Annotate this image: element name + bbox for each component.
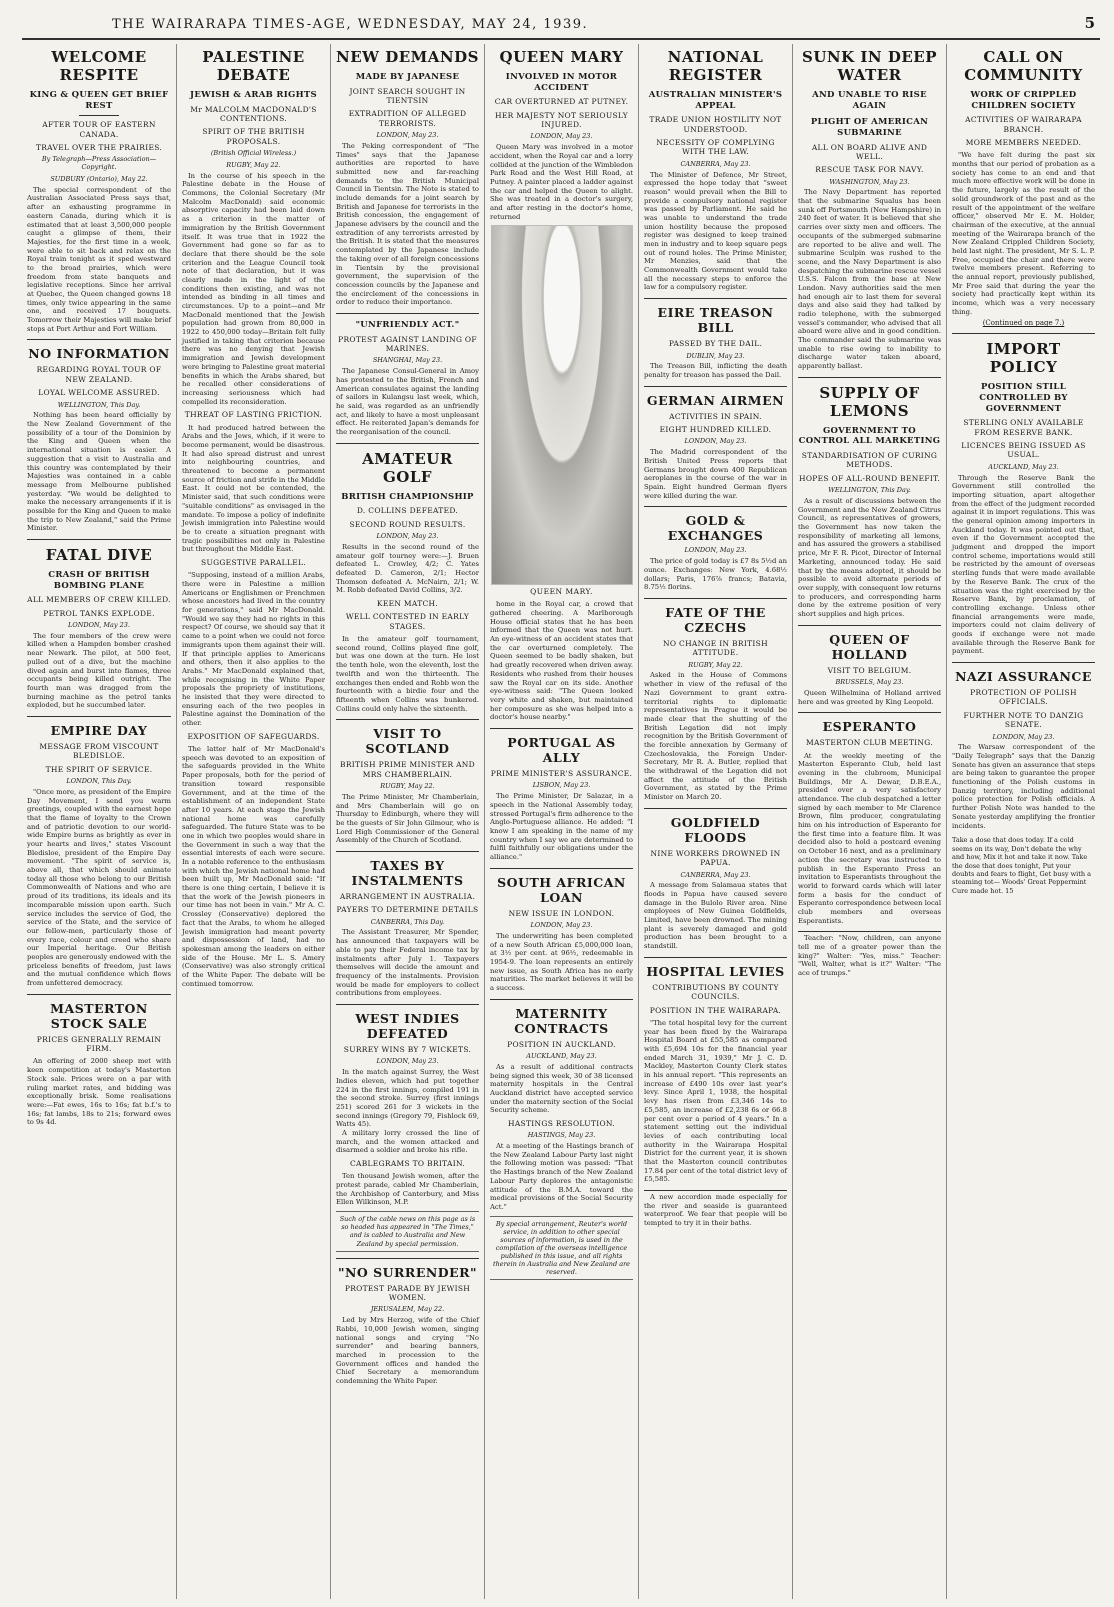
headline-new-demands: NEW DEMANDS [336,48,479,66]
subhead: JEWISH & ARAB RIGHTS [190,90,317,100]
subhead: NINE WORKERS DROWNED IN PAPUA. [650,848,781,868]
subhead: ALL ON BOARD ALIVE AND WELL. [811,142,928,161]
subhead: POSITION IN AUCKLAND. [507,1039,616,1049]
dateline: CANBERRA, May 23. [680,870,751,879]
dateline: LONDON, May 23. [376,1057,439,1066]
article-body: The latter half of Mr MacDonald's speech was devoted to an exposition of the safeguards provided in the White Paper proposals, both for the period of transition toward responsible Government, and at the time of the establishment of an independent State after 10 years. At each stage the Jewish national home was carefully safeguarded. The future State was to be one in which two peoples would share in the Government in such a way that the essential interests of each were secure. In a notable reference to the enthusiasm with which the Jewish national home had been built up, Mr MacDonald said: "If there is one thing certain, I believe it is that the work of the Jewish pioneers in our time has not been in vain." Mr A. C. Crossley (Conservative) deplored the fact that the Arabs, to whom he alleged Jewish immigration had meant poverty and dispossession of land, had no spokesman among the leaders on either side of the House. Mr L. S. Amery (Conservative) was also strongly critical of the White Paper. The debate will be continued tomorrow. [182,745,325,988]
column-6 [792,44,946,1599]
headline-south-african-loan: SOUTH AFRICAN LOAN [497,874,626,905]
queen-mary-photo [491,225,633,585]
subhead: SPIRIT OF THE BRITISH PROPOSALS. [202,127,305,146]
headline-palestine-debate: PALESTINE DEBATE [202,48,305,84]
headline-sunk-deep-water: SUNK IN DEEP WATER [802,48,937,84]
article-body: Results in the second round of the amateur golf tourney were:—J. Bruen defeated L. Crowley, 4/2; C. Yates defeated D. Cameron, 2/1; Hector Thomson defeated A. McNairn, 2/1; W. M. Robb defeated David Collins, 3/2. [336,542,479,595]
subhead: AFTER TOUR OF EASTERN CANADA. [42,120,156,139]
article-body: Queen Mary was involved in a motor accident, when the Royal car and a lorry collided at the junction of the Wimbledon Park Road and the West Hill Road, at Putney. A painter placed a ladder against the car and helped the Queen to alight. She was treated in a doctor's surgery, and after resting in the doctor's home, returned [490,143,633,221]
article-body: The Warsaw correspondent of the "Daily Telegraph" says that the Danzig Senate has given an assurance that steps are being taken to guarantee the proper functioning of the Polish customs in Danzig territory, including additional police protection for Polish officials. A further Polish Note was handed to the Senate yesterday amplifying the frontier incidents. [952,743,1095,830]
headline-empire-day: EMPIRE DAY [50,722,148,738]
article-body: In the course of his speech in the Palestine debate in the House of Commons, the Colonial Secretary (Mr Malcolm MacDonald) said economic absorptive capacity had been laid down as a criterion in the matter of immigration by the British Government itself. It was true that in 1922 the Government had gone so far as to declare that there should be the sole criterion and the League Council took note of that declaration, but it was clearly made in the light of the conditions then existing, and was not intended as binding in all times and circumstances. Up to a point—and Mr MacDonald mentioned that the Jewish population had grown from 80,000 in 1922 to 450,000 today—Britain felt fully justified in taking that criterion because there was no denying that Jewish immigration and Jewish development were bringing to Palestine great material benefits in which the Arabs shared, but he recalled other considerations of increasing seriousness which had compelled its reconsideration. [182,171,325,406]
headline-hospital-levies: HOSPITAL LEVIES [646,963,785,979]
crosshead: THREAT OF LASTING FRICTION. [184,410,323,420]
separator [336,851,479,852]
crosshead: CABLEGRAMS TO BRITAIN. [349,1159,466,1169]
subhead: EIGHT HUNDRED KILLED. [659,425,772,435]
dateline: WASHINGTON, May 23. [829,177,910,186]
subhead: VISIT TO BELGIUM. [827,665,912,675]
headline-import-policy: IMPORT POLICY [986,340,1061,377]
article-body: The Madrid correspondent of the British United Press reports that Germans brought down 400 Republican aeroplanes in the course of the war in Spain. Eight hundred German flyers were killed during the war. [644,448,787,500]
column-1 [22,44,176,1599]
separator [798,712,941,713]
headline-maternity: MATERNITY CONTRACTS [514,1005,609,1036]
subhead: D. COLLINS DEFEATED. [356,506,459,516]
subhead: PROTECTION OF POLISH OFFICIALS. [970,688,1077,707]
article-body: As a result of discussions between the Government and the New Zealand Citrus Council, as representatives of growers, the Government has now taken the responsibility of marketing all lemons, and has assured the growers a stabilised price, Mr F. R. Picot, Director of Internal Marketing, announced today. He said that by the means adopted, it should be possible to avoid alternate periods of over supply, with consequent low returns to producers, and corresponding harm done by the extreme position of very short supplies and high prices. [798,497,941,618]
subhead: MADE BY JAPANESE [355,72,460,82]
subhead: ARRANGEMENT IN AUSTRALIA. [339,891,476,901]
headline-gold-exchanges: GOLD & EXCHANGES [667,513,764,544]
dateline: RUGBY, May 22. [226,160,281,169]
subhead: PRIME MINISTER'S ASSURANCE. [490,768,633,778]
article-body: As a result of additional contracts being signed this week, 30 of 38 licensed maternity hospitals in the Central Auckland district have accepted service under the maternity section of the Social Security scheme. [490,1062,633,1115]
headline-portugal: PORTUGAL AS ALLY [507,734,616,765]
separator [952,662,1095,663]
article-body: Nothing has been heard officially by the New Zealand Government of the possibility of a tour of the Dominion by the King and Queen when the international situation is easier. A suggestion that a visit to Australia and this country was contemplated by their Majesties was contained in a cable message from Melbourne published yesterday. "We would be delighted to make the necessary arrangements if it is possible for the King and Queen to make the trip to New Zealand," said the Prime Minister. [27,411,171,533]
peppermint-cure-ad: Take a dose that does today. If a cold seems on its way, Don't debate the why and how, Mix it hot and take it now. Take the dose that does tonight, Put your doubts and fears to flight, Get busy with a steaming tot— Woods' Great Peppermint Cure made hot. 15 [952,836,1091,895]
dateline: RUGBY, May 22. [380,782,435,791]
headline-queen-mary: QUEEN MARY [499,48,624,66]
dateline: RUGBY, May 22. [688,660,743,669]
headline-esperanto: ESPERANTO [822,719,917,735]
subhead: LOYAL WELCOME ASSURED. [38,388,160,398]
article-body: The four members of the crew were killed when a Hampden bomber crashed near Newark. The pilot, at 500 feet, pulled out of a dive, but the machine dived again and burst into flames, three occupants being killed outright. The fourth man was dragged from the burning machine as the petrol tanks exploded, but he succumbed later. [27,631,171,710]
crosshead: HASTINGS RESOLUTION. [507,1118,615,1128]
subhead: AUSTRALIAN MINISTER'S APPEAL [648,90,783,111]
article-body: home in the Royal car, a crowd that gathered cheering. A Marlborough House official states that he has been informed that the Queen was not hurt. An eye-witness of an accident states that the car overturned completely. The Queen seemed to be badly shaken, but had greatly recovered when driven away. Residents who rushed from their houses saw the Royal car on its side. Another eye-witness said: "The Queen looked very white and shaken, but maintained her composure as she was helped into a doctor's house nearby." [490,600,633,722]
subhead: PASSED BY THE DAIL. [668,339,763,349]
divider [79,115,119,116]
subhead: MASTERTON CLUB MEETING. [805,738,933,748]
crosshead: SUGGESTIVE PARALLEL. [201,557,306,567]
article-body: The price of gold today is £7 8s 5½d an ounce. Exchanges: New York, 4.68½ dollars; Paris, 176⅞ francs; Batavia, 8.75½ florins. [644,557,787,592]
filler-paragraph: Teacher: "Now, children, can anyone tell me of a greater power than the king?" Walter: "Yes, miss." Teacher: "Well, Walter, what is it?" Walter: "The ace of trumps." [798,934,941,978]
separator [644,808,787,809]
subhead: CAR OVERTURNED AT PUTNEY. [494,97,629,107]
dateline: HASTINGS, May 23. [527,1131,596,1140]
column-7 [946,44,1100,1599]
crosshead: KEEN MATCH. [376,598,439,608]
separator [27,716,171,717]
headline-welcome-respite: WELCOME RESPITE [51,48,147,84]
dateline: BRUSSELS, May 23. [835,678,904,687]
subhead: POSITION IN THE WAIRARAPA. [649,1005,782,1015]
subhead: TRADE UNION HOSTILITY NOT UNDERSTOOD. [649,115,782,134]
subhead: BRITISH PRIME MINISTER AND MRS CHAMBERLAIN. [340,760,475,779]
article-body: At the weekly meeting of the Masterton Esperanto Club, held last evening in the clubroom, Municipal Buildings, Mr A. Dewar, D.B.E.A., presided over a very satisfactory attendance. The club despatched a letter signed by each member to Mr Clarence Brown, film producer, congratulating him on his introduction of Esperanto for the first time into a feature film. It was decided also to hold a postcard evening on October 16 next, and as a preliminary action the secretary was instructed to publish in the Esperanto Press an invitation to Esperantists throughout the world to forward cards which will later form a basis for the conduct of Esperanto correspondence between local club members and overseas Esperantists. [798,751,941,925]
filler-paragraph: A new accordion made especially for the river and seaside is guaranteed waterproof. We fear that people will be tempted to try it in their baths. [644,1193,787,1228]
separator [27,339,171,340]
subhead: SURREY WINS BY 7 WICKETS. [343,1044,472,1054]
separator [336,313,479,314]
columns [22,44,1100,1599]
dateline: LISBON, May 23. [532,781,591,790]
masthead [22,8,1100,38]
subhead: PROTEST PARADE BY JEWISH WOMEN. [344,1283,471,1303]
subhead: ALL MEMBERS OF CREW KILLED. [27,595,171,605]
copyright-note: Such of the cable news on this page as is so headed has appeared in "The Times," and is cabled to Australia and New Zealand by special permission. [336,1211,479,1252]
separator [27,539,171,540]
separator [644,298,787,299]
subhead: FURTHER NOTE TO DANZIG SENATE. [963,710,1084,730]
subhead: HER MAJESTY NOT SERIOUSLY INJURED. [495,110,628,129]
subhead: HOPES OF ALL-ROUND BENEFIT. [798,473,941,483]
masthead-title: THE WAIRARAPA TIMES-AGE, WEDNESDAY, MAY 24, 1939. [112,17,589,32]
subhead: KING & QUEEN GET BRIEF REST [29,90,169,111]
separator [490,868,633,869]
separator [490,999,633,1000]
dateline: CANBERRA, This Day. [370,917,445,926]
dateline: SHANGHAI, May 23. [372,356,443,365]
headline-goldfield-floods: GOLDFIELD FLOODS [670,814,761,845]
page-number: 5 [1084,14,1096,32]
subhead: PETROL TANKS EXPLODE. [43,608,155,618]
subhead: TRAVEL OVER THE PRAIRIES. [35,143,163,152]
subhead: ACTIVITIES IN SPAIN. [669,411,762,421]
subhead: INVOLVED IN MOTOR ACCIDENT [505,72,618,93]
headline-amateur-golf: AMATEUR GOLF [362,449,453,486]
article-body: In the match against Surrey, the West Indies eleven, which had put together 224 in the first innings, compiled 191 in the second stroke. Surrey (first innings 251) scored 261 for 3 wickets in the second innings (Gregory 79, Fishlock 69, Watts 45). [336,1068,479,1129]
headline-taxes: TAXES BY INSTALMENTS [351,857,464,888]
subhead: PAYERS TO DETERMINE DETAILS [336,905,479,915]
article-body: At a meeting of the Hastings branch of the New Zealand Labour Party last night the following motion was passed: "That the Hastings branch of the New Zealand Labour Party deplores the antagonistic attitude of the B.M.A. toward the medical provisions of the Social Security Act." [490,1142,633,1211]
subhead: Mr MALCOLM MACDONALD'S CONTENTIONS. [190,104,317,123]
separator [490,728,633,729]
article-body: The Assistant Treasurer, Mr Spender, has announced that taxpayers will be able to pay their Federal income tax by instalments after July 1. Taxpayers themselves will decide the amount and frequency of the instalments. Provision would be made for employers to collect contributions from employees. [336,928,479,998]
article-body: Through the Reserve Bank the Government still controlled the importing situation, apart altogether from the effect of the judgment recorded against it in import regulations. This was the general opinion among importers in Auckland today. It was pointed out that, even if the Government accepted the judgment and dropped the import control scheme, importations would still be restricted by the amount of overseas sterling funds that were made available by the Reserve Bank. The crux of the situation was the right exercised by the Reserve Bank, by proclamation, of controlling exchange. Unless other financial arrangements were made, importers could not claim delivery of goods if exchange were not made available through the Reserve Bank for payment. [952,473,1095,656]
subhead: BRITISH CHAMPIONSHIP [341,491,474,502]
subhead: WORK OF CRIPPLED CHILDREN SOCIETY [970,90,1077,111]
headline-supply-lemons: SUPPLY OF LEMONS [819,383,920,420]
separator [798,377,941,378]
article-body: The Minister of Defence, Mr Street, expressed the hope today that "sweet reason" would prevail when the Bill to provide a compulsory national register was passed by Parliament. He said he was unable to understand the trade union hostility because the proposed register was designed to keep trained men in industry and to keep square pegs out of round holes. The Prime Minister, Mr Menzies, said that the Commonwealth Government would take all the necessary steps to enforce the law for a compulsory register. [644,170,787,292]
article-body: Led by Mrs Herzog, wife of the Chief Rabbi, 10,000 Jewish women, singing national songs and crying "No surrender" and bearing banners, marched in procession to the Government offices and handed the Chief Secretary a memorandum condemning the White Paper. [336,1316,479,1386]
article-body: The Navy Department has reported that the submarine Squalus has been sunk off Portsmouth (New Hampshire) in 240 feet of water. It is believed that she carries over sixty men and officers. The occupants of the submerged submarine are reported to be alive and well. The submarine Sculpin was rushed to the scene, and the Navy Department is also despatching the submarine rescue vessel U.S.S. Falcon from the base at New London. Navy authorities said the men had enough air to last them for several days and also said they had talked by radio telephone, with the submerged vessel's commander, who advised that all aboard were alive and in good condition. The commander said the submarine was unable to rise owing to inability to discharge water taken aboard, apparently ballast. [798,188,941,371]
subhead: STERLING ONLY AVAILABLE FROM RESERVE BANK. [963,418,1084,437]
subhead: NO CHANGE IN BRITISH ATTITUDE. [663,638,768,658]
separator [644,598,787,599]
separator [644,1190,787,1191]
separator [798,931,941,932]
dateline: DUBLIN, May 23. [686,351,745,360]
separator [644,506,787,507]
separator [952,333,1095,334]
credit-line: (British Official Wireless.) [210,149,297,158]
separator [336,1258,479,1259]
headline-queen-holland: QUEEN OF HOLLAND [829,631,910,662]
subhead: RESCUE TASK FOR NAVY. [815,165,924,175]
headline-fate-czechs: FATE OF THE CZECHS [665,604,766,635]
headline-nazi-assurance: NAZI ASSURANCE [955,669,1092,685]
dateline: LONDON, May 23. [992,732,1055,741]
separator [336,719,479,720]
subhead: SECOND ROUND RESULTS. [349,519,466,529]
headline-no-surrender: "NO SURRENDER" [337,1264,478,1280]
dateline: LONDON, May 23. [684,546,747,555]
reuters-note: By special arrangement, Reuter's world service, in addition to other special sources of information, is used in the compilation of the overseas intelligence published in this issue, and all rights therein in Australia and New Zealand are reserved. [490,1216,633,1281]
article-body: "We have felt during the past six months that our period of probation as a society has come to an end and that much more effective work will be done in the future, largely as the result of the solid groundwork of the past and as the result of the appointment of the welfare officer," observed Mr E. M. Holder, chairman of the executive, at the annual meeting of the Wairarapa branch of the New Zealand Crippled Children Society, held last night. The president, Mr S. L. P. Free, occupied the chair and there were twelve members present. Referring to the annual report, previously published, Mr Free said that during the year the society had practically kept within its income, which was a very necessary thing. [952,151,1095,316]
article-body: The Peking correspondent of "The Times" says that the Japanese authorities are reported to have submitted new and far-reaching demands to the British Municipal Council in Tientsin. The Note is stated to include demands for a joint search by British and Japanese for terrorists in the British concession, the engagement of Japanese advisers by the council and the extradition of any terrorists arrested by the British. It is stated that the measures contemplated by the Japanese include the taking over of all foreign concessions in Tientsin by the provisional government, the supervision of the concession councils by the Japanese and the encirclement of the concessions in order to reduce their importance. [336,141,479,307]
subhead: JOINT SEARCH SOUGHT IN TIENTSIN [349,86,466,105]
dateline: LONDON, May 23. [68,621,130,629]
subhead: CONTRIBUTIONS BY COUNTY COUNCILS. [652,982,779,1002]
article-body: "The total hospital levy for the current year has been fixed by the Wairarapa Hospital Board at £55,585 as compared with £5,694 10s for the financial year ended March 31, 1939," Mr J. C. D. Mackley, Masterton County Clerk states in his annual report. "This represents an increase of £490 10s over last year's levy. Since April 1, 1938, the hospital levy has risen from £3,346 14s to £5,585, an increase of £2,238 6s or 66.8 per cent over a period of 4 years." In a statement setting out the individual levies of each contributing local authority in the Wairarapa Hospital District for the current year, it is shown that the Masterton council contributes 17.84 per cent of the total district levy of £5,585. [644,1018,787,1184]
subhead: PLIGHT OF AMERICAN SUBMARINE [810,117,929,138]
separator [644,957,787,958]
subhead: NEW ISSUE IN LONDON. [508,908,615,918]
dateline: JERUSALEM, May 22. [370,1305,445,1314]
continued-note: (Continued on page 7.) [982,319,1065,328]
crosshead: EXPOSITION OF SAFEGUARDS. [187,731,320,741]
dateline: LONDON, May 23. [376,131,439,140]
dateline: CANBERRA, May 23. [680,159,751,168]
subhead: EXTRADITION OF ALLEGED TERRORISTS. [348,109,467,128]
article-body: The underwriting has been completed of a new South African £5,000,000 loan, at 3½ per cent. at 96½, redeemable in 1954-9. The loan represents an entirely new issue, as South Africa has no early maturities. The market believes it will be a success. [490,931,633,992]
subhead: REGARDING ROYAL TOUR OF NEW ZEALAND. [36,365,162,384]
photo-caption: QUEEN MARY. [530,587,593,597]
column-5 [638,44,792,1599]
subhead: PRICES GENERALLY REMAIN FIRM. [36,1034,162,1054]
article-body: "Once more, as president of the Empire Day Movement, I send you warm greetings, coupled with the earnest hope that the flame of loyalty to the Crown and of patriotic devotion to our world-wide Empire burns as brightly as ever in your hearts and lives," states Viscount Bledisloe, president of the Empire Day movement. "The spirit of service is, above all, that which should animate today all those who belong to our British Commonwealth of Nations and who are proud of its traditions, its ideals and its incomparable mission upon earth. Such service includes the service of God, the service of the State, and the service of our fellow-men, particularly those of every race, colour and creed who share our Imperial heritage. Our British peoples are generously endowed with the priceless benefits of freedom, just laws and the mutual confidence which flows from unfettered democracy. [27,787,171,988]
article-body: The special correspondent of the Australian Associated Press says that, after an exhausting programme in eastern Canada, during which it is estimated that at least 3,500,000 people caught a glimpse of them, their Majesties, for the first time in a week, were able to sit back and relax on the Royal train tonight as it sped westward to the broad prairies, which were freedom from state banquets and legislative receptions. Since her arrival at Quebec, the Queen changed gowns 18 times, only twice appearing in the same one, and received 17 bouquets. Tomorrow their Majesties will make brief stops at Port Arthur and Fort William. [27,185,171,333]
dateline: LONDON, May 23. [530,921,593,930]
dateline: LONDON, May 23. [684,437,747,446]
subhead: CRASH OF BRITISH BOMBING PLANE [48,570,150,591]
dateline: SUDBURY (Ontario), May 22. [50,174,148,183]
headline-visit-scotland: VISIT TO SCOTLAND [365,726,450,757]
subhead: GOVERNMENT TO CONTROL ALL MARKETING [798,425,941,447]
subhead: AND UNABLE TO RISE AGAIN [812,90,927,111]
article-body: The Prime Minister, Mr Chamberlain, and Mrs Chamberlain will go on Thursday to Edinburgh, where they will be the guests of Sir John Gilmour, who is Lord High Commissioner of the General Assembly of the Church of Scotland. [336,792,479,845]
separator [336,1004,479,1005]
headline-call-on-community: CALL ON COMMUNITY [964,48,1083,84]
headline-national-register: NATIONAL REGISTER [667,48,764,84]
column-3 [330,44,484,1599]
article-body: The Japanese Consul-General in Amoy has protested to the British, French and American consulates against the landing of sailors in Kulangsu last week, which, he said, was regarded as an unfriendly act, and likely to have a most unpleasant effect. He reiterated Japan's demands for the reorganisation of the council. [336,367,479,436]
headline-german-airmen: GERMAN AIRMEN [646,392,785,408]
subhead: NECESSITY OF COMPLYING WITH THE LAW. [656,138,775,157]
subhead: THE SPIRIT OF SERVICE. [45,764,153,774]
subhead: PROTEST AGAINST LANDING OF MARINES. [338,334,477,353]
subhead: "UNFRIENDLY ACT." [355,319,460,330]
article-body: The Treason Bill, inflicting the death penalty for treason has passed the Dail. [644,362,787,380]
subhead: STANDARDISATION OF CURING METHODS. [801,451,938,470]
article-body: In the amateur golf tournament, second round, Collins played fine golf, but was one down at the turn. He lost the tenth hole, won the eleventh, lost the twelfth and won the thirteenth. The exchanges then ended and Robb won the fourteenth with a birdie four and the fifteenth when Collins was bunkered. Collins could only halve the sixteenth. [336,635,479,713]
article-body: Asked in the House of Commons whether in view of the refusal of the Nazi Government to grant extra-territorial rights to diplomatic representatives in Prague it would be made clear that the shutting of the British Legation did not imply recognition by the British Government of the forcible annexation by Germany of Czechoslovakia, the Foreign Under-Secretary, Mr R. A. Butler, replied that the withdrawal of the Legation did not affect the attitude of the British Government, as stated by the Prime Minister on March 20. [644,671,787,802]
separator [798,625,941,626]
subhead: MORE MEMBERS NEEDED. [965,138,1082,147]
dateline: AUCKLAND, May 23. [988,462,1059,471]
dateline: LONDON, This Day. [66,777,132,786]
article-body: Queen Wilhelmina of Holland arrived here and was greeted by King Leopold. [798,688,941,706]
dateline: LONDON, May 23. [376,532,439,541]
subhead: LICENCES BEING ISSUED AS USUAL. [961,441,1086,460]
dateline: AUCKLAND, May 23. [526,1052,597,1061]
article-body: "Supposing, instead of a million Arabs, there were in Palestine a million Americans or Englishmen or Frenchmen whose ancestors had lived in the country for generations," said Mr MacDonald. "Would we say they had no rights in this respect? Of course, we should say that it came to a point when we could not force immigrants upon them against their will. If that principle applies to Americans and others, then it also applies to the Arabs." Mr MacDonald explained that, while recognising in the White Paper proposals the propriety of institutions, he insisted that they were directed to ensuring each of the two peoples in Palestine against the Domination of the other. [182,571,325,728]
article-body: It had produced hatred between the Arabs and the Jews, which, if it were to become permanent, would be disastrous. It had also spread distrust and unrest into neighbouring countries, and threatened to become a permanent source of friction and strife in the Middle East. It could not be contended, the Minister said, that such conditions were "suitable conditions" as envisaged in the mandate. To impose a policy of indefinite Jewish immigration into Palestine would be to create a situation pregnant with tragic possibilities not only in Palestine but throughout the Middle East. [182,423,325,554]
subhead: POSITION STILL CONTROLLED BY GOVERNMENT [979,382,1068,414]
credit-line: By Telegraph—Press Association—Copyright. [41,155,157,172]
headline-no-information: NO INFORMATION [28,346,170,362]
headline-fatal-dive: FATAL DIVE [45,546,153,564]
headline-west-indies: WEST INDIES DEFEATED [355,1010,460,1041]
headline-eire-treason: EIRE TREASON BILL [657,305,774,336]
subhead: MESSAGE FROM VISCOUNT BLEDISLOE. [39,741,159,761]
article-body: A military lorry crossed the line of march, and the women attacked and disarmed a soldier and broke his rifle. [336,1128,479,1155]
column-2 [176,44,330,1599]
article-body: Ten thousand Jewish women, after the protest parade, cabled Mr Chamberlain, the Archbishop of Canterbury, and Miss Ellen Wilkinson, M.P. [336,1172,479,1207]
article-body: A message from Salamaua states that floods in Papua have caused severe damage in the Bulolo River area. Nine employees of New Guinea Goldfields, Limited, have been drowned. The mining plant is severely damaged and gold production has been brought to a standstill. [644,881,787,951]
dateline: WELLINGTON, This Day. [828,486,911,495]
article-body: An offering of 2000 sheep met with keen competition at today's Masterton Stock sale. Prices were on a par with ruling market rates, and bidding was exceptionally brisk. Some realisations were:—Fat ewes, 16s to 16s; fat b.f.'s to 16s; fat lambs, 18s to 21s; forward ewes to 9s 4d. [27,1057,171,1127]
column-4 [484,44,638,1599]
separator [27,994,171,995]
dateline: WELLINGTON, This Day. [57,400,141,409]
crosshead: WELL CONTESTED IN EARLY STAGES. [345,612,470,631]
separator [336,443,479,444]
article-body: The Prime Minister, Dr Salazar, in a speech in the National Assembly today, stressed Portugal's firm adherence to the Anglo-Portuguese alliance. He added: "I know I am speaking in the name of my country when I say we are determined to fulfil faithfully our obligations under the alliance." [490,792,633,861]
separator [644,386,787,387]
masthead-rule [22,38,1100,40]
dateline: LONDON, May 23. [530,132,593,141]
subhead: ACTIVITIES OF WAIRARAPA BRANCH. [965,115,1082,134]
headline-stock-sale: MASTERTON STOCK SALE [50,1000,148,1031]
